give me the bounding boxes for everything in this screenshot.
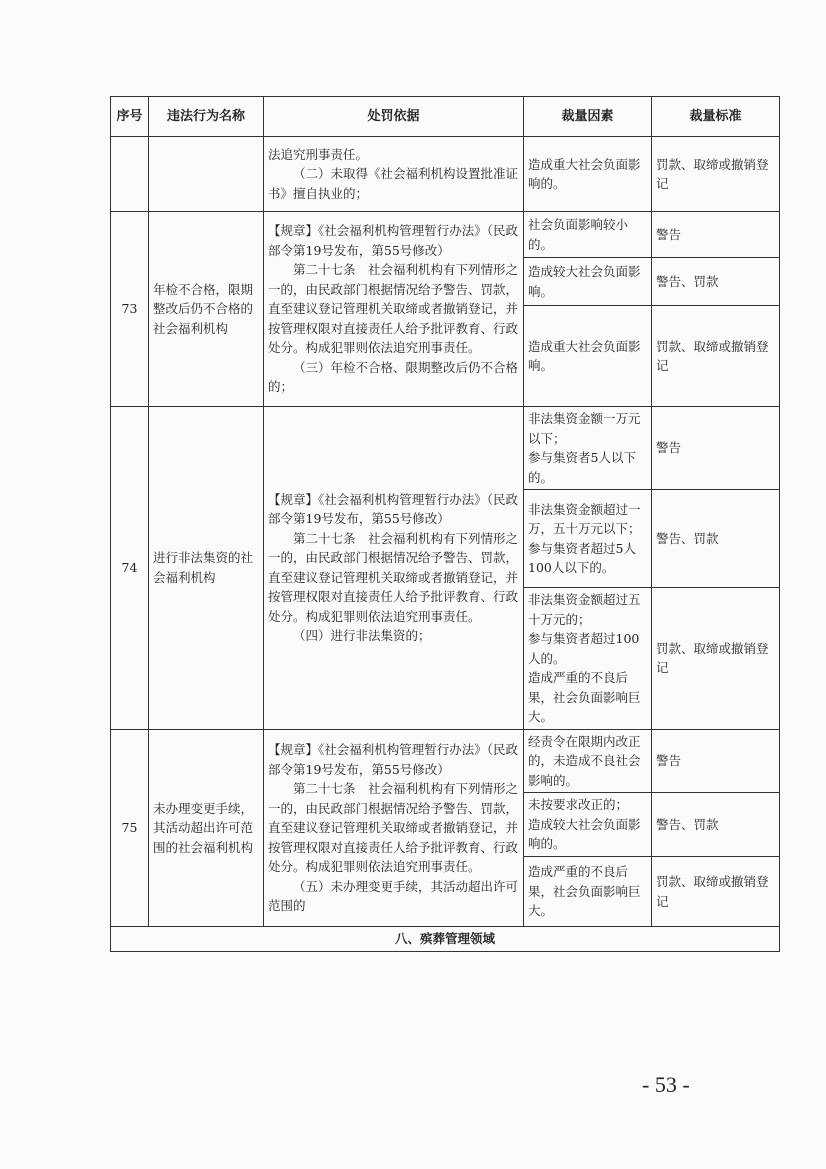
cell-no: 74 bbox=[111, 407, 149, 730]
section-row bbox=[111, 927, 780, 952]
cell-name: 年检不合格，限期整改后仍不合格的社会福利机构 bbox=[149, 212, 264, 407]
cell-standard: 罚款、取缔或撤销登记 bbox=[652, 588, 780, 730]
cell-basis: 【规章】《社会福利机构管理暂行办法》（民政部令第19号发布，第55号修改） 第二十七条 社会福利机构有下列情形之一的，由民政部门根据情况给予警告、罚款，直至建议登记管理机关取缔或者撤销登记，并按管理权限对直接责任人给予批评教育、行政处分。构成犯罪则依法追究刑事责任。 （五）未办理变更手续，其活动超出许可范围的 bbox=[264, 729, 524, 927]
header-factor: 裁量因素 bbox=[524, 97, 652, 137]
cell-standard: 警告 bbox=[652, 212, 780, 258]
table-row bbox=[111, 212, 780, 258]
cell-basis: 【规章】《社会福利机构管理暂行办法》（民政部令第19号发布，第55号修改） 第二十七条 社会福利机构有下列情形之一的，由民政部门根据情况给予警告、罚款，直至建议登记管理机关取缔或者撤销登记，并按管理权限对直接责任人给予批评教育、行政处分。构成犯罪则依法追究刑事责任。 （四）进行非法集资的； bbox=[264, 407, 524, 730]
cell-name bbox=[149, 137, 264, 212]
cell-factor: 造成较大社会负面影响。 bbox=[524, 258, 652, 306]
header-standard: 裁量标准 bbox=[652, 97, 780, 137]
cell-standard: 警告 bbox=[652, 729, 780, 793]
cell-factor: 非法集资金额超过一万，五十万元以下； 参与集资者超过5人100人以下的。 bbox=[524, 490, 652, 588]
cell-no: 73 bbox=[111, 212, 149, 407]
cell-name: 进行非法集资的社会福利机构 bbox=[149, 407, 264, 730]
penalty-table bbox=[110, 96, 780, 952]
cell-factor: 非法集资金额超过五十万元的； 参与集资者超过100人的。 造成严重的不良后果，社会负面影响巨大。 bbox=[524, 588, 652, 730]
cell-factor: 经责令在限期内改正的，未造成不良社会影响的。 bbox=[524, 729, 652, 793]
cell-standard: 罚款、取缔或撤销登记 bbox=[652, 137, 780, 212]
cell-standard: 罚款、取缔或撤销登记 bbox=[652, 306, 780, 407]
cell-standard: 警告 bbox=[652, 407, 780, 490]
cell-factor: 未按要求改正的； 造成较大社会负面影响的。 bbox=[524, 793, 652, 857]
section-heading: 八、殡葬管理领域 bbox=[111, 927, 780, 952]
header-no: 序号 bbox=[111, 97, 149, 137]
cell-factor: 非法集资金额一万元以下； 参与集资者5人以下的。 bbox=[524, 407, 652, 490]
table-row bbox=[111, 137, 780, 212]
table-header-row bbox=[111, 97, 780, 137]
header-basis: 处罚依据 bbox=[264, 97, 524, 137]
cell-name: 未办理变更手续，其活动超出许可范围的社会福利机构 bbox=[149, 729, 264, 927]
cell-factor: 造成重大社会负面影响。 bbox=[524, 306, 652, 407]
cell-factor: 造成严重的不良后果，社会负面影响巨大。 bbox=[524, 857, 652, 927]
cell-basis: 【规章】《社会福利机构管理暂行办法》（民政部令第19号发布，第55号修改） 第二十七条 社会福利机构有下列情形之一的，由民政部门根据情况给予警告、罚款，直至建议登记管理机关取缔或者撤销登记，并按管理权限对直接责任人给予批评教育、行政处分。构成犯罪则依法追究刑事责任。 （三）年检不合格、限期整改后仍不合格的； bbox=[264, 212, 524, 407]
cell-no: 75 bbox=[111, 729, 149, 927]
cell-factor: 造成重大社会负面影响的。 bbox=[524, 137, 652, 212]
table-row bbox=[111, 407, 780, 490]
cell-standard: 警告、罚款 bbox=[652, 793, 780, 857]
page-number: - 53 - bbox=[642, 1072, 690, 1097]
header-name: 违法行为名称 bbox=[149, 97, 264, 137]
cell-basis: 法追究刑事责任。 （二）未取得《社会福利机构设置批准证书》擅自执业的； bbox=[264, 137, 524, 212]
cell-standard: 警告、罚款 bbox=[652, 490, 780, 588]
cell-standard: 罚款、取缔或撤销登记 bbox=[652, 857, 780, 927]
cell-standard: 警告、罚款 bbox=[652, 258, 780, 306]
cell-no bbox=[111, 137, 149, 212]
cell-factor: 社会负面影响较小的。 bbox=[524, 212, 652, 258]
table-row bbox=[111, 729, 780, 793]
